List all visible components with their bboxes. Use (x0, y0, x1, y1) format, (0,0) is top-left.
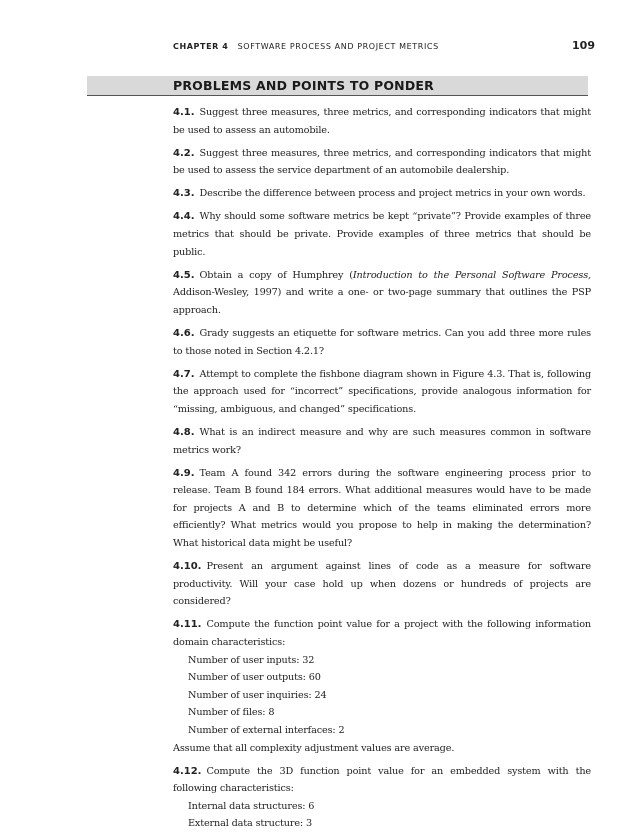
problem-4-10 (173, 558, 591, 611)
problem-note: Assume that all complexity adjustment values are average. (173, 742, 455, 754)
problem-number: 4.6. (173, 328, 195, 340)
problem-text: Compute the 3D function point value for an embedded system with the following characteristics: (173, 765, 591, 795)
problem-4-11 (173, 616, 591, 757)
problem-text: Suggest three measures, three metrics, and corresponding indicators that might be used to assess the service department of an automobile dealership. (173, 147, 591, 177)
problem-number: 4.4. (173, 211, 195, 223)
problem-number: 4.9. (173, 467, 195, 479)
running-head (173, 39, 595, 56)
section-title: PROBLEMS AND POINTS TO PONDER (173, 78, 434, 93)
problem-4-12 (173, 763, 591, 833)
problem-4-6 (173, 325, 591, 360)
problem-text: Attempt to complete the fishbone diagram shown in Figure 4.3. That is, following the approach used for “incorrect” specifications, provide analogous information for “missing, ambiguous, and changed” specifications. (173, 368, 591, 415)
problem-number: 4.5. (173, 269, 195, 281)
problem-4-7 (173, 366, 591, 419)
problem-number: 4.1. (173, 107, 195, 118)
problem-4-4 (173, 208, 591, 261)
list-item: External data structure: 3 (188, 818, 312, 830)
list-item: Number of user outputs: 60 (188, 672, 321, 684)
problem-number: 4.11. (173, 619, 202, 631)
problem-text: Compute the function point value for a project with the following information domain characteristics: (173, 619, 591, 649)
problem-4-5 (173, 267, 591, 320)
problem-text: Suggest three measures, three metrics, and corresponding indicators that might be used to assess an automobile. (173, 107, 591, 136)
problem-text: Describe the difference between process and project metrics in your own words. (199, 188, 586, 200)
problem-text: Present an argument against lines of code as a measure for software productivity. Will your case hold up when dozens or hundreds of projects are considered? (173, 561, 591, 608)
problem-4-3 (173, 185, 591, 203)
problems-list (173, 104, 591, 839)
problem-number: 4.8. (173, 427, 195, 438)
list-item: Internal data structures: 6 (188, 800, 315, 812)
problem-number: 4.10. (173, 561, 202, 573)
problem-4-2 (173, 145, 591, 180)
problem-text: Grady suggests an etiquette for software metrics. Can you add three more rules to those noted in Section 4.2.1? (173, 328, 591, 357)
problem-text: Why should some software metrics be kept “private”? Provide examples of three metrics that should be private. Provide examples of three metrics that should be public. (173, 211, 591, 258)
problem-number: 4.2. (173, 147, 195, 159)
problem-text: Team A found 342 errors during the software engineering process prior to release. Team B found 184 errors. What additional measures would have to be made for projects A and B to determine which of the teams eliminated errors more efficiently? What metrics would you propose to help in making the determination? What historical data might be useful? (173, 467, 591, 550)
problem-text: What is an indirect measure and why are such measures common in software metrics work? (173, 427, 591, 456)
problem-number: 4.7. (173, 368, 195, 380)
problem-number: 4.12. (173, 765, 202, 777)
list-item: Number of files: 8 (188, 707, 275, 719)
chapter-label: CHAPTER 4 (173, 42, 229, 51)
problem-4-8 (173, 424, 591, 459)
running-section-title: SOFTWARE PROCESS AND PROJECT METRICS (237, 42, 439, 51)
problem-number: 4.3. (173, 188, 195, 200)
list-item: Number of user inputs: 32 (188, 654, 315, 666)
problem-4-9 (173, 465, 591, 553)
book-title: Introduction to the Personal Software Process, (352, 269, 591, 281)
problem-text-before: Obtain a copy of Humphrey ( (199, 269, 353, 281)
problem-text-after: Addison-Wesley, 1997) and write a one- or two-page summary that outlines the PSP approach. (173, 287, 591, 316)
problem-4-1 (173, 104, 591, 139)
page-number: 109 (572, 39, 595, 52)
list-item: Number of external interfaces: 2 (188, 725, 345, 736)
list-item: Number of user inquiries: 24 (188, 689, 327, 701)
